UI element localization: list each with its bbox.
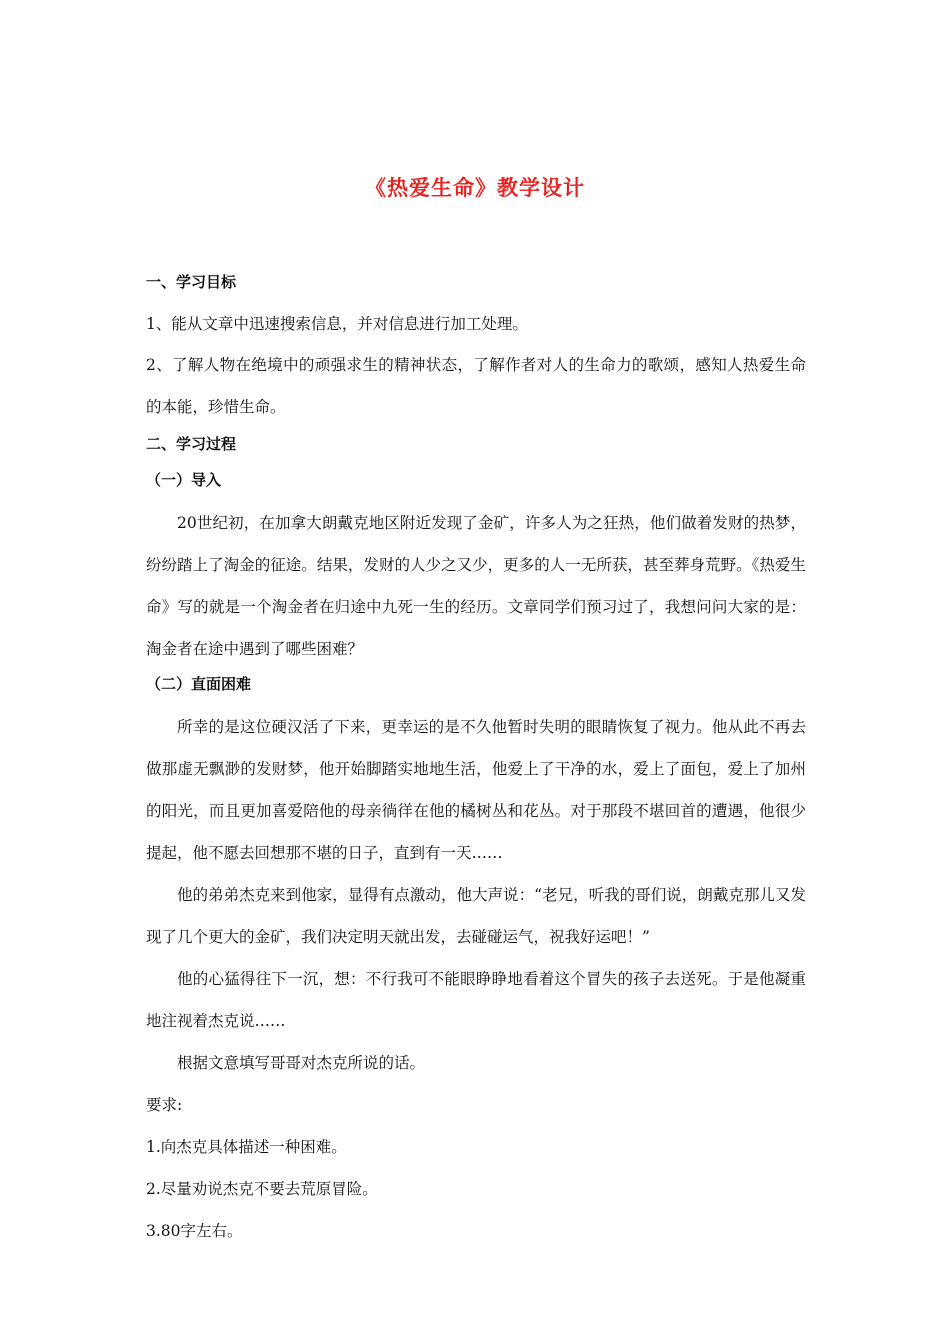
- section-heading-process: 二、学习过程: [146, 435, 237, 453]
- objective-item: 2、了解人物在绝境中的顽强求生的精神状态，了解作者对人的生命力的歌颂，感知人热爱生命的本能，珍惜生命。: [146, 356, 806, 416]
- story-paragraph: 他的弟弟杰克来到他家，显得有点激动，他大声说：“老兄，听我的哥们说，朗戴克那儿又发现了几个更大的金矿，我们决定明天就出发，去碰碰运气，祝我好运吧！”: [146, 886, 806, 946]
- intro-paragraph: 20世纪初，在加拿大朗戴克地区附近发现了金矿，许多人为之狂热，他们做着发财的热梦，纷纷踏上了淘金的征途。结果，发财的人少之又少，更多的人一无所获，甚至葬身荒野。《热爱生命》写的就是一个淘金者在归途中九死一生的经历。文章同学们预习过了，我想问问大家的是：淘金者在途中遇到了哪些困难？: [146, 514, 806, 658]
- task-paragraph: 根据文意填写哥哥对杰克所说的话。: [177, 1054, 426, 1072]
- document-body: [146, 268, 806, 1252]
- document-title: 《热爱生命》教学设计: [365, 176, 585, 200]
- requirement-item: 2.尽量劝说杰克不要去荒原冒险。: [146, 1180, 378, 1198]
- requirement-item: 1.向杰克具体描述一种困难。: [146, 1138, 347, 1156]
- subsection-heading-intro: （一）导入: [146, 471, 222, 489]
- requirement-item: 3.80字左右。: [146, 1222, 243, 1240]
- objective-item: 1、能从文章中迅速搜索信息，并对信息进行加工处理。: [146, 315, 528, 333]
- story-paragraph: 所幸的是这位硬汉活了下来，更幸运的是不久他暂时失明的眼睛恢复了视力。他从此不再去做那虚无飘渺的发财梦，他开始脚踏实地地生活，他爱上了干净的水，爱上了面包，爱上了加州的阳光，而且更加喜爱陪他的母亲徜徉在他的橘树丛和花丛。对于那段不堪回首的遭遇，他很少提起，他不愿去回想那不堪的日子，直到有一天……: [146, 718, 806, 862]
- story-paragraph: 他的心猛得往下一沉，想：不行我可不能眼睁睁地看着这个冒失的孩子去送死。于是他凝重地注视着杰克说……: [146, 970, 806, 1030]
- requirements-label: 要求:: [146, 1096, 183, 1114]
- section-heading-objectives: 一、学习目标: [146, 273, 237, 291]
- subsection-heading-difficulty: （二）直面困难: [146, 675, 252, 693]
